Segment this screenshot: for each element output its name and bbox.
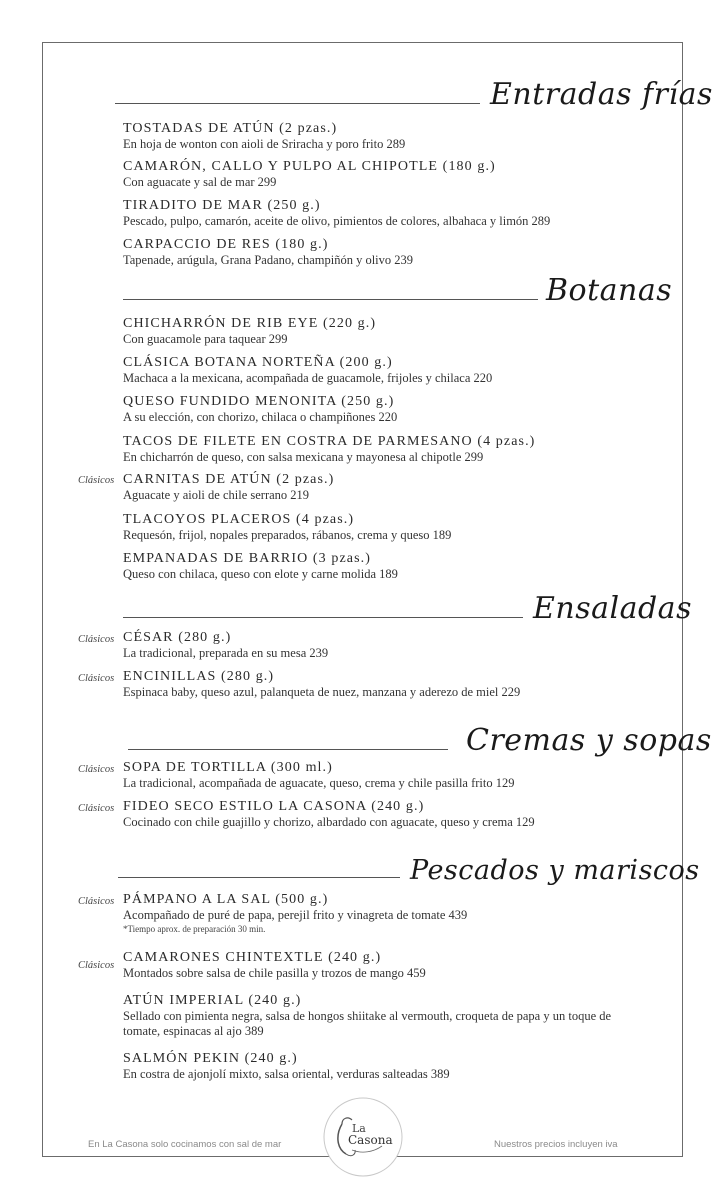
- section-rule: [115, 103, 480, 104]
- section-title: Ensaladas: [533, 591, 692, 626]
- item-name: CHICHARRÓN DE RIB EYE (220 g.): [123, 316, 377, 331]
- menu-item-carnitas: [123, 472, 643, 503]
- menu-item-carpaccio: [123, 237, 643, 268]
- section-header-entradas: [0, 72, 728, 112]
- section-rule: [128, 749, 448, 750]
- item-name: SALMÓN PEKIN (240 g.): [123, 1051, 298, 1066]
- item-name: TLACOYOS PLACEROS (4 pzas.): [123, 512, 355, 527]
- section-header-ensaladas: [0, 586, 728, 626]
- la-casona-logo: [322, 1096, 404, 1178]
- footer-note-right: Nuestros precios incluyen iva: [494, 1139, 618, 1150]
- clasicos-tag: Clásicos: [78, 475, 115, 486]
- item-description: Tapenade, arúgula, Grana Padano, champiñón y olivo 239: [123, 253, 414, 267]
- item-name: TACOS DE FILETE EN COSTRA DE PARMESANO (4 pzas.): [123, 434, 536, 449]
- item-description: Machaca a la mexicana, acompañada de guacamole, frijoles y chilaca 220: [123, 371, 493, 385]
- item-name: ENCINILLAS (280 g.): [123, 669, 275, 684]
- item-name: FIDEO SECO ESTILO LA CASONA (240 g.): [123, 799, 425, 814]
- section-header-botanas: [0, 268, 728, 308]
- item-description: En chicharrón de queso, con salsa mexicana y mayonesa al chipotle 299: [123, 450, 484, 464]
- item-name: CÉSAR (280 g.): [123, 630, 232, 645]
- item-name: EMPANADAS DE BARRIO (3 pzas.): [123, 551, 371, 566]
- menu-item-chintextle: [123, 950, 643, 981]
- item-name: CARNITAS DE ATÚN (2 pzas.): [123, 472, 335, 487]
- menu-item-cesar: [123, 630, 643, 661]
- item-description: La tradicional, acompañada de aguacate, queso, crema y chile pasilla frito 129: [123, 776, 515, 790]
- menu-item-tiradito: [123, 198, 643, 229]
- item-note: *Tiempo aprox. de preparación 30 min.: [123, 924, 266, 934]
- menu-item-tostadas: [123, 121, 643, 152]
- item-description: Con aguacate y sal de mar 299: [123, 175, 277, 189]
- item-description: Acompañado de puré de papa, perejil frito y vinagreta de tomate 439: [123, 908, 468, 922]
- menu-item-clasica: [123, 355, 643, 386]
- item-name: PÁMPANO A LA SAL (500 g.): [123, 892, 329, 907]
- menu-item-fideo: [123, 799, 643, 830]
- menu-item-camaron: [123, 159, 643, 190]
- menu-item-tacos: [123, 434, 643, 465]
- item-description: La tradicional, preparada en su mesa 239: [123, 646, 329, 660]
- item-name: TIRADITO DE MAR (250 g.): [123, 198, 321, 213]
- menu-item-encinillas: [123, 669, 643, 700]
- section-rule: [118, 877, 400, 878]
- menu-item-salmon: [123, 1051, 643, 1082]
- item-name: TOSTADAS DE ATÚN (2 pzas.): [123, 121, 338, 136]
- item-description: En costra de ajonjolí mixto, salsa oriental, verduras salteadas 389: [123, 1067, 450, 1081]
- item-description: Cocinado con chile guajillo y chorizo, albardado con aguacate, queso y crema 129: [123, 815, 535, 829]
- clasicos-tag: Clásicos: [78, 803, 115, 814]
- section-rule: [123, 617, 523, 618]
- item-description: En hoja de wonton con aioli de Sriracha y poro frito 289: [123, 137, 406, 151]
- footer-note-left: En La Casona solo cocinamos con sal de mar: [88, 1139, 282, 1150]
- item-description: Requesón, frijol, nopales preparados, rábanos, crema y queso 189: [123, 528, 452, 542]
- item-description: Sellado con pimienta negra, salsa de hongos shiitake al vermouth, croqueta de papa y un toque de tomate, espinacas al ajo 389: [123, 1009, 612, 1038]
- section-title: Pescados y mariscos: [410, 855, 700, 886]
- item-description: Con guacamole para taquear 299: [123, 332, 288, 346]
- item-description: Pescado, pulpo, camarón, aceite de olivo, pimientos de colores, albahaca y limón 289: [123, 214, 551, 228]
- section-title: Entradas frías: [490, 77, 713, 112]
- section-rule: [123, 299, 538, 300]
- clasicos-tag: Clásicos: [78, 960, 115, 971]
- item-name: CLÁSICA BOTANA NORTEÑA (200 g.): [123, 355, 393, 370]
- section-title: Cremas y sopas: [466, 723, 712, 758]
- item-description: A su elección, con chorizo, chilaca o champiñones 220: [123, 410, 398, 424]
- item-name: CAMARONES CHINTEXTLE (240 g.): [123, 950, 382, 965]
- menu-item-chicharron: [123, 316, 643, 347]
- item-description: Espinaca baby, queso azul, palanqueta de nuez, manzana y aderezo de miel 229: [123, 685, 521, 699]
- menu-item-pampano: [123, 892, 643, 935]
- menu-item-tortilla: [123, 760, 643, 791]
- menu-item-empanadas: [123, 551, 643, 582]
- logo-text-la: La: [352, 1122, 366, 1135]
- item-description: Aguacate y aioli de chile serrano 219: [123, 488, 310, 502]
- section-header-cremas: [0, 718, 728, 758]
- section-header-pescados: [0, 846, 728, 886]
- item-description: Queso con chilaca, queso con elote y carne molida 189: [123, 567, 398, 581]
- logo-text-casona: Casona: [348, 1133, 393, 1147]
- section-title: Botanas: [546, 273, 673, 308]
- menu-item-atun: [123, 993, 643, 1039]
- menu-item-tlacoyos: [123, 512, 643, 543]
- clasicos-tag: Clásicos: [78, 896, 115, 907]
- item-name: CARPACCIO DE RES (180 g.): [123, 237, 329, 252]
- clasicos-tag: Clásicos: [78, 673, 115, 684]
- item-name: QUESO FUNDIDO MENONITA (250 g.): [123, 394, 395, 409]
- item-description: Montados sobre salsa de chile pasilla y trozos de mango 459: [123, 966, 426, 980]
- menu-item-queso: [123, 394, 643, 425]
- clasicos-tag: Clásicos: [78, 764, 115, 775]
- clasicos-tag: Clásicos: [78, 634, 115, 645]
- item-name: SOPA DE TORTILLA (300 ml.): [123, 760, 333, 775]
- item-name: ATÚN IMPERIAL (240 g.): [123, 993, 302, 1008]
- item-name: CAMARÓN, CALLO Y PULPO AL CHIPOTLE (180 g.): [123, 159, 496, 174]
